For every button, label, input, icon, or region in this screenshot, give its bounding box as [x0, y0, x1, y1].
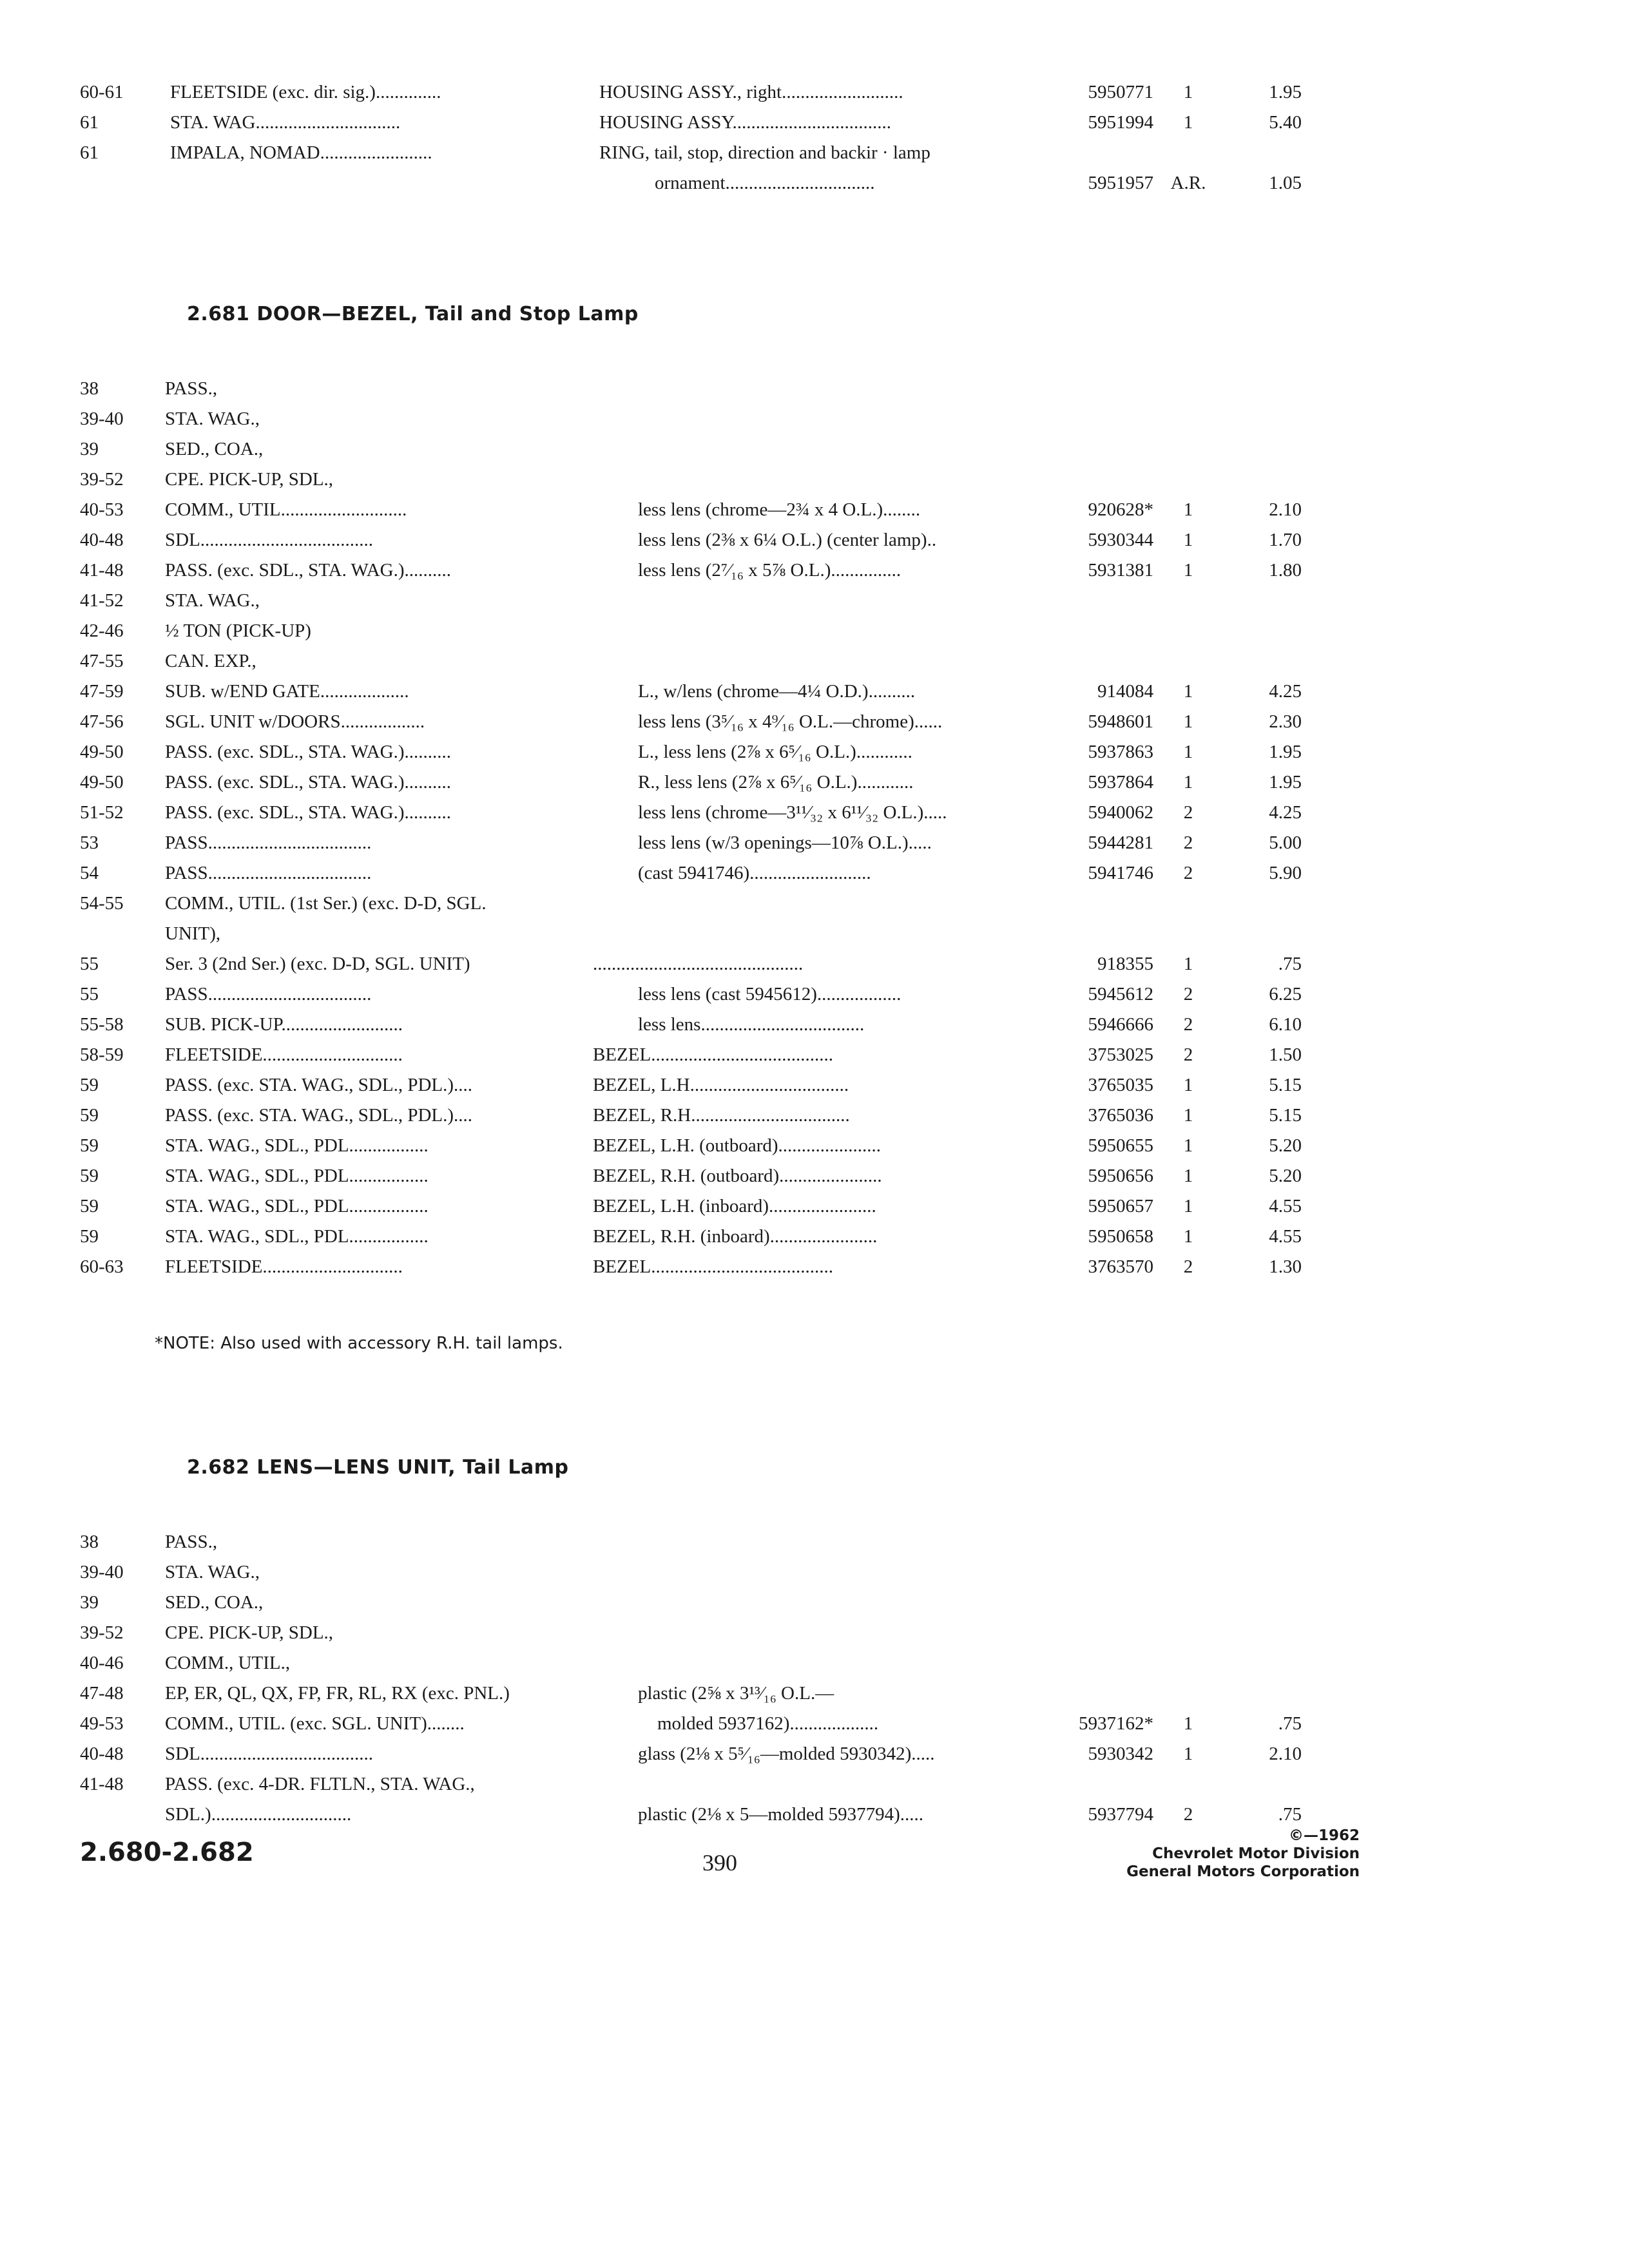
model-cell: PASS. (exc. SDL., STA. WAG.).......... — [165, 802, 451, 823]
model-cell: Ser. 3 (2nd Ser.) (exc. D-D, SGL. UNIT) — [165, 954, 470, 974]
year-cell: 40-48 — [80, 530, 124, 550]
quantity-cell: 1 — [1183, 681, 1193, 702]
model-cell: FLEETSIDE (exc. dir. sig.).............. — [170, 82, 441, 102]
price-cell: 5.15 — [1269, 1075, 1302, 1095]
year-cell: 59 — [80, 1105, 99, 1126]
model-cell: FLEETSIDE.............................. — [165, 1044, 403, 1065]
model-cell: PASS., — [165, 378, 218, 399]
model-cell: STA. WAG., SDL., PDL................. — [165, 1226, 429, 1247]
model-cell: IMPALA, NOMAD........................ — [170, 142, 432, 163]
quantity-cell: 1 — [1183, 1713, 1193, 1734]
model-cell: CAN. EXP., — [165, 651, 256, 671]
year-cell: 41-52 — [80, 590, 124, 611]
table-row — [0, 1709, 1629, 1739]
price-cell: 1.70 — [1269, 530, 1302, 550]
year-cell: 40-46 — [80, 1653, 124, 1673]
year-cell: 47-55 — [80, 651, 124, 671]
part-number-cell: 5930344 — [1088, 530, 1153, 550]
year-cell: 47-59 — [80, 681, 124, 702]
quantity-cell: 1 — [1183, 1166, 1193, 1186]
model-cell: SUB. w/END GATE................... — [165, 681, 409, 702]
year-cell: 49-50 — [80, 772, 124, 793]
model-cell: PASS., — [165, 1532, 218, 1552]
description-cell: less lens (2⅜ x 6¼ O.L.) (center lamp).. — [638, 530, 937, 550]
description-cell: L., w/lens (chrome—4¼ O.D.).......... — [638, 681, 916, 702]
price-cell: 5.20 — [1269, 1166, 1302, 1186]
table-row — [0, 1800, 1629, 1830]
table-row — [0, 707, 1629, 737]
quantity-cell: 2 — [1183, 1044, 1193, 1065]
quantity-cell: 2 — [1183, 984, 1193, 1004]
section-range: 2.680-2.682 — [80, 1838, 254, 1867]
part-number-cell: 3765036 — [1088, 1105, 1153, 1126]
model-cell: ½ TON (PICK-UP) — [165, 620, 311, 641]
year-cell: 47-56 — [80, 711, 124, 732]
part-number-cell: 5951994 — [1088, 112, 1153, 133]
year-cell: 51-52 — [80, 802, 124, 823]
year-cell: 38 — [80, 378, 99, 399]
year-cell: 53 — [80, 832, 99, 853]
model-cell: PASS. (exc. SDL., STA. WAG.).......... — [165, 742, 451, 762]
part-number-cell: 5951957 — [1088, 173, 1153, 193]
part-number-cell: 5937863 — [1088, 742, 1153, 762]
model-cell: SGL. UNIT w/DOORS.................. — [165, 711, 425, 732]
quantity-cell: 1 — [1183, 772, 1193, 793]
description-cell: L., less lens (2⅞ x 6⁵⁄₁₆ O.L.)............ — [638, 742, 912, 762]
model-cell: PASS................................... — [165, 863, 372, 883]
model-cell: PASS. (exc. SDL., STA. WAG.).......... — [165, 560, 451, 581]
table-row — [0, 1557, 1629, 1588]
year-cell: 60-63 — [80, 1256, 124, 1277]
year-cell: 39 — [80, 439, 99, 459]
table-row — [0, 979, 1629, 1010]
quantity-cell: 1 — [1183, 1105, 1193, 1126]
description-cell: less lens (cast 5945612).................. — [638, 984, 901, 1004]
year-cell: 39-52 — [80, 1622, 124, 1643]
part-number-cell: 5950656 — [1088, 1166, 1153, 1186]
year-cell: 59 — [80, 1135, 99, 1156]
part-number-cell: 3763570 — [1088, 1256, 1153, 1277]
model-cell: SED., COA., — [165, 439, 264, 459]
top-table — [0, 77, 1629, 198]
part-number-cell: 5941746 — [1088, 863, 1153, 883]
division-name: Chevrolet Motor Division — [1152, 1845, 1360, 1862]
table-row — [0, 495, 1629, 525]
table-row — [0, 949, 1629, 979]
model-cell: PASS. (exc. STA. WAG., SDL., PDL.).... — [165, 1105, 473, 1126]
quantity-cell: 2 — [1183, 802, 1193, 823]
table-row — [0, 108, 1629, 138]
price-cell: .75 — [1278, 1804, 1302, 1825]
model-cell: SED., COA., — [165, 1592, 264, 1613]
price-cell: 1.50 — [1269, 1044, 1302, 1065]
part-number-cell: 3765035 — [1088, 1075, 1153, 1095]
part-number-cell: 918355 — [1097, 954, 1153, 974]
price-cell: 4.25 — [1269, 681, 1302, 702]
year-cell: 60-61 — [80, 82, 124, 102]
table-row — [0, 616, 1629, 646]
price-cell: 1.30 — [1269, 1256, 1302, 1277]
copyright: ©—1962 — [1288, 1827, 1360, 1844]
model-cell: PASS................................... — [165, 832, 372, 853]
year-cell: 42-46 — [80, 620, 124, 641]
model-cell: SDL..................................... — [165, 530, 374, 550]
model-cell: CPE. PICK-UP, SDL., — [165, 1622, 334, 1643]
table-row — [0, 1739, 1629, 1769]
quantity-cell: 1 — [1183, 1075, 1193, 1095]
table-row — [0, 1678, 1629, 1709]
price-cell: 4.55 — [1269, 1196, 1302, 1216]
table-row — [0, 1040, 1629, 1070]
table-row — [0, 798, 1629, 828]
table-row — [0, 1070, 1629, 1100]
year-cell: 55-58 — [80, 1014, 124, 1035]
table-row — [0, 677, 1629, 707]
quantity-cell: 1 — [1183, 112, 1193, 133]
model-cell: COMM., UTIL........................... — [165, 499, 407, 520]
quantity-cell: 1 — [1183, 1135, 1193, 1156]
part-number-cell: 5945612 — [1088, 984, 1153, 1004]
year-cell: 49-50 — [80, 742, 124, 762]
footnote: *NOTE: Also used with accessory R.H. tail lamps. — [155, 1334, 563, 1353]
table-row — [0, 1618, 1629, 1648]
quantity-cell: 1 — [1183, 499, 1193, 520]
model-cell: PASS. (exc. 4-DR. FLTLN., STA. WAG., — [165, 1774, 475, 1794]
description-cell: BEZEL, L.H.................................. — [593, 1075, 849, 1095]
description-cell: BEZEL, L.H. (outboard)...................... — [593, 1135, 882, 1156]
year-cell: 54 — [80, 863, 99, 883]
model-cell: STA. WAG., — [165, 408, 260, 429]
table-row — [0, 767, 1629, 798]
quantity-cell: 2 — [1183, 1804, 1193, 1825]
year-cell: 55 — [80, 984, 99, 1004]
price-cell: 5.40 — [1269, 112, 1302, 133]
quantity-cell: 1 — [1183, 742, 1193, 762]
part-number-cell: 5946666 — [1088, 1014, 1153, 1035]
corporation-name: General Motors Corporation — [1126, 1863, 1360, 1880]
description-cell: less lens (chrome—2¾ x 4 O.L.)........ — [638, 499, 921, 520]
model-cell: STA. WAG., — [165, 1562, 260, 1582]
year-cell: 59 — [80, 1166, 99, 1186]
quantity-cell: 2 — [1183, 1256, 1193, 1277]
description-cell: plastic (2⅝ x 3¹³⁄₁₆ O.L.— — [638, 1683, 834, 1704]
price-cell: 5.15 — [1269, 1105, 1302, 1126]
model-cell: STA. WAG., SDL., PDL................. — [165, 1166, 429, 1186]
model-cell: UNIT), — [165, 923, 221, 944]
section-2682-table — [0, 1527, 1629, 1830]
table-row — [0, 1191, 1629, 1222]
price-cell: 1.80 — [1269, 560, 1302, 581]
model-cell: EP, ER, QL, QX, FP, FR, RL, RX (exc. PNL.) — [165, 1683, 510, 1704]
price-cell: 1.05 — [1269, 173, 1302, 193]
quantity-cell: A.R. — [1170, 173, 1206, 193]
model-cell: COMM., UTIL., — [165, 1653, 291, 1673]
table-row — [0, 77, 1629, 108]
quantity-cell: 2 — [1183, 1014, 1193, 1035]
year-cell: 58-59 — [80, 1044, 124, 1065]
year-cell: 47-48 — [80, 1683, 124, 1704]
price-cell: 1.95 — [1269, 82, 1302, 102]
year-cell: 49-53 — [80, 1713, 124, 1734]
model-cell: FLEETSIDE.............................. — [165, 1256, 403, 1277]
price-cell: 6.25 — [1269, 984, 1302, 1004]
table-row — [0, 168, 1629, 198]
year-cell: 61 — [80, 142, 99, 163]
part-number-cell: 5950658 — [1088, 1226, 1153, 1247]
price-cell: 1.95 — [1269, 742, 1302, 762]
description-cell: less lens................................... — [638, 1014, 865, 1035]
description-cell: less lens (chrome—3¹¹⁄₃₂ x 6¹¹⁄₃₂ O.L.)..... — [638, 802, 947, 823]
table-row — [0, 374, 1629, 404]
quantity-cell: 1 — [1183, 530, 1193, 550]
description-cell: HOUSING ASSY.................................. — [599, 112, 892, 133]
model-cell: PASS................................... — [165, 984, 372, 1004]
price-cell: 6.10 — [1269, 1014, 1302, 1035]
description-cell: BEZEL, R.H. (outboard)...................... — [593, 1166, 882, 1186]
year-cell: 55 — [80, 954, 99, 974]
page-number: 390 — [702, 1850, 737, 1876]
description-cell: BEZEL, R.H. (inboard)....................... — [593, 1226, 878, 1247]
quantity-cell: 1 — [1183, 1196, 1193, 1216]
year-cell: 40-53 — [80, 499, 124, 520]
quantity-cell: 1 — [1183, 82, 1193, 102]
year-cell: 41-48 — [80, 560, 124, 581]
model-cell: STA. WAG., — [165, 590, 260, 611]
table-row — [0, 1131, 1629, 1161]
section-title-2682: 2.682 LENS—LENS UNIT, Tail Lamp — [187, 1456, 569, 1479]
part-number-cell: 5931381 — [1088, 560, 1153, 581]
description-cell: RING, tail, stop, direction and backir · lamp — [599, 142, 930, 163]
table-row — [0, 1222, 1629, 1252]
model-cell: STA. WAG............................... — [170, 112, 401, 133]
part-number-cell: 3753025 — [1088, 1044, 1153, 1065]
part-number-cell: 5950771 — [1088, 82, 1153, 102]
description-cell: ornament................................ — [655, 173, 875, 193]
part-number-cell: 5944281 — [1088, 832, 1153, 853]
part-number-cell: 5940062 — [1088, 802, 1153, 823]
quantity-cell: 1 — [1183, 711, 1193, 732]
price-cell: 4.55 — [1269, 1226, 1302, 1247]
price-cell: 2.10 — [1269, 499, 1302, 520]
table-row — [0, 555, 1629, 586]
part-number-cell: 914084 — [1097, 681, 1153, 702]
part-number-cell: 5937794 — [1088, 1804, 1153, 1825]
part-number-cell: 5950655 — [1088, 1135, 1153, 1156]
table-row — [0, 858, 1629, 889]
description-cell: BEZEL....................................... — [593, 1044, 833, 1065]
table-row — [0, 828, 1629, 858]
quantity-cell: 1 — [1183, 1226, 1193, 1247]
part-number-cell: 5937162* — [1079, 1713, 1153, 1734]
model-cell: PASS. (exc. SDL., STA. WAG.).......... — [165, 772, 451, 793]
table-row — [0, 1527, 1629, 1557]
table-row — [0, 1648, 1629, 1678]
price-cell: 2.10 — [1269, 1744, 1302, 1764]
description-cell: BEZEL....................................... — [593, 1256, 833, 1277]
year-cell: 59 — [80, 1226, 99, 1247]
table-row — [0, 1252, 1629, 1282]
table-row — [0, 1769, 1629, 1800]
model-cell: SDL..................................... — [165, 1744, 374, 1764]
table-row — [0, 586, 1629, 616]
quantity-cell: 1 — [1183, 954, 1193, 974]
quantity-cell: 2 — [1183, 832, 1193, 853]
quantity-cell: 2 — [1183, 863, 1193, 883]
quantity-cell: 1 — [1183, 560, 1193, 581]
year-cell: 39-40 — [80, 408, 124, 429]
description-cell: less lens (3⁵⁄₁₆ x 4⁹⁄₁₆ O.L.—chrome)...... — [638, 711, 943, 732]
model-cell: PASS. (exc. STA. WAG., SDL., PDL.).... — [165, 1075, 473, 1095]
description-cell: molded 5937162)................... — [657, 1713, 879, 1734]
table-row — [0, 525, 1629, 555]
table-row — [0, 646, 1629, 677]
price-cell: .75 — [1278, 954, 1302, 974]
year-cell: 40-48 — [80, 1744, 124, 1764]
table-row — [0, 465, 1629, 495]
table-row — [0, 1100, 1629, 1131]
price-cell: 2.30 — [1269, 711, 1302, 732]
description-cell: BEZEL, R.H.................................. — [593, 1105, 850, 1126]
table-row — [0, 737, 1629, 767]
table-row — [0, 1161, 1629, 1191]
part-number-cell: 5950657 — [1088, 1196, 1153, 1216]
model-cell: CPE. PICK-UP, SDL., — [165, 469, 334, 490]
description-cell: less lens (w/3 openings—10⅞ O.L.)..... — [638, 832, 932, 853]
part-number-cell: 920628* — [1088, 499, 1153, 520]
description-cell: R., less lens (2⅞ x 6⁵⁄₁₆ O.L.)............ — [638, 772, 914, 793]
model-cell: COMM., UTIL. (1st Ser.) (exc. D-D, SGL. — [165, 893, 487, 914]
publisher-block — [1095, 1827, 1360, 1881]
table-row — [0, 138, 1629, 168]
description-cell: glass (2⅛ x 5⁵⁄₁₆—molded 5930342)..... — [638, 1744, 935, 1764]
table-row — [0, 404, 1629, 434]
price-cell: 1.95 — [1269, 772, 1302, 793]
price-cell: 5.00 — [1269, 832, 1302, 853]
price-cell: .75 — [1278, 1713, 1302, 1734]
year-cell: 39-40 — [80, 1562, 124, 1582]
description-cell: ............................................. — [593, 954, 804, 974]
year-cell: 39 — [80, 1592, 99, 1613]
model-cell: COMM., UTIL. (exc. SGL. UNIT)........ — [165, 1713, 465, 1734]
description-cell: BEZEL, L.H. (inboard)....................... — [593, 1196, 876, 1216]
table-row — [0, 434, 1629, 465]
description-cell: (cast 5941746).......................... — [638, 863, 871, 883]
table-row — [0, 1010, 1629, 1040]
part-number-cell: 5937864 — [1088, 772, 1153, 793]
section-2681-table — [0, 374, 1629, 1282]
table-row — [0, 889, 1629, 919]
model-cell: STA. WAG., SDL., PDL................. — [165, 1135, 429, 1156]
part-number-cell: 5948601 — [1088, 711, 1153, 732]
table-row — [0, 919, 1629, 949]
description-cell: less lens (2⁷⁄₁₆ x 5⅞ O.L.)............... — [638, 560, 901, 581]
part-number-cell: 5930342 — [1088, 1744, 1153, 1764]
section-title-2681: 2.681 DOOR—BEZEL, Tail and Stop Lamp — [187, 303, 639, 325]
year-cell: 38 — [80, 1532, 99, 1552]
model-cell: SDL.).............................. — [165, 1804, 352, 1825]
year-cell: 41-48 — [80, 1774, 124, 1794]
table-row — [0, 1588, 1629, 1618]
price-cell: 5.90 — [1269, 863, 1302, 883]
model-cell: STA. WAG., SDL., PDL................. — [165, 1196, 429, 1216]
description-cell: HOUSING ASSY., right.......................... — [599, 82, 903, 102]
quantity-cell: 1 — [1183, 1744, 1193, 1764]
price-cell: 5.20 — [1269, 1135, 1302, 1156]
year-cell: 39-52 — [80, 469, 124, 490]
year-cell: 59 — [80, 1075, 99, 1095]
year-cell: 54-55 — [80, 893, 124, 914]
price-cell: 4.25 — [1269, 802, 1302, 823]
year-cell: 59 — [80, 1196, 99, 1216]
model-cell: SUB. PICK-UP.......................... — [165, 1014, 403, 1035]
description-cell: plastic (2⅛ x 5—molded 5937794)..... — [638, 1804, 924, 1825]
year-cell: 61 — [80, 112, 99, 133]
